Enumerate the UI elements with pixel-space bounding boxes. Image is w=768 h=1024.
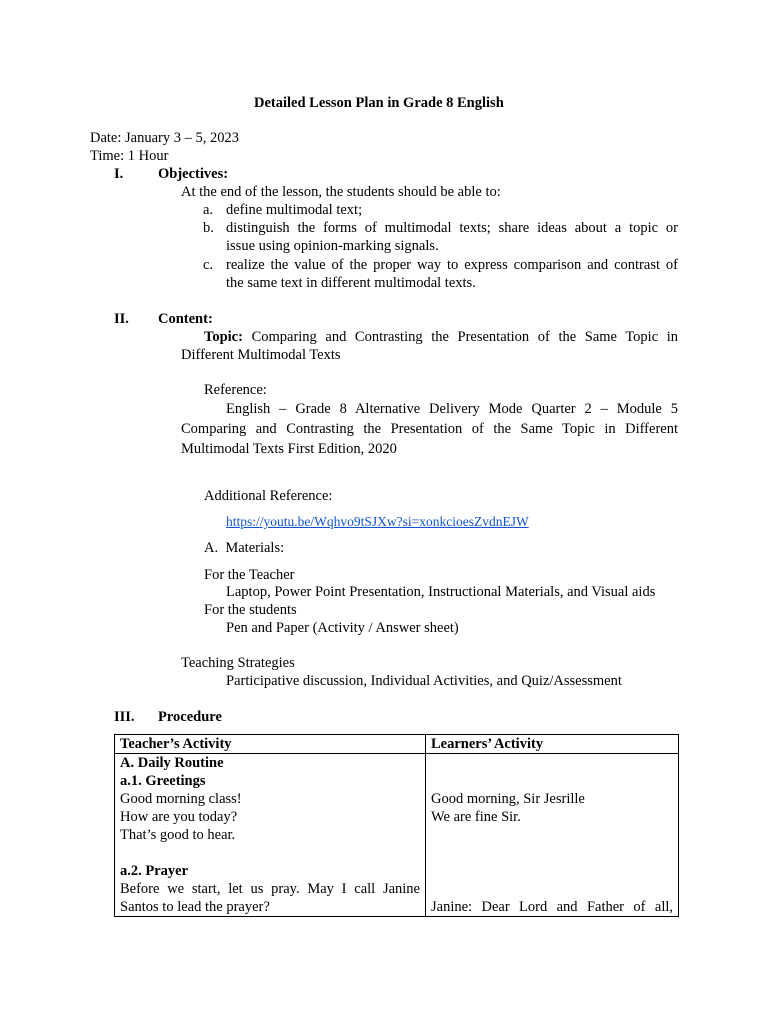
date-line: Date: January 3 – 5, 2023 [90,130,239,146]
prayer-line2: Santos to lead the prayer? [120,899,270,915]
procedure-numeral: III. [114,709,135,725]
objectives-heading: Objectives: [158,166,229,182]
objective-letter-c: c. [203,257,214,273]
objective-letter-a: a. [203,202,214,218]
procedure-heading: Procedure [158,709,222,725]
content-numeral: II. [114,311,129,327]
objectives-numeral: I. [114,166,124,182]
objectives-intro: At the end of the lesson, the students should be able to: [181,184,501,200]
reference-line3: Multimodal Texts First Edition, 2020 [181,441,397,457]
reference-line1: English – Grade 8 Alternative Delivery Mode Quarter 2 – Module 5 [226,401,678,417]
prayer-heading: a.2. Prayer [120,863,189,879]
teacher-activity-header: Teacher’s Activity [115,735,426,754]
teacher-activity-cell [115,754,426,917]
topic-line2: Different Multimodal Texts [181,347,341,363]
for-teacher-items: Laptop, Power Point Presentation, Instructional Materials, and Visual aids [226,584,656,600]
daily-routine-heading: A. Daily Routine [120,755,224,771]
for-teacher-label: For the Teacher [204,567,295,583]
strategies-label: Teaching Strategies [181,655,295,671]
objective-b-line1: distinguish the forms of multimodal texts; share ideas about a topic or [226,220,678,236]
time-line: Time: 1 Hour [90,148,169,164]
procedure-table-body [115,754,679,917]
topic-line1 [204,328,678,346]
materials-label: A. Materials: [204,540,285,556]
objective-a-text: define multimodal text; [226,202,363,218]
teacher-line: How are you today? [120,809,238,825]
topic-label: Topic: [204,329,243,345]
topic-text: Comparing and Contrasting the Presentation of the Same Topic in [251,329,679,345]
teacher-line: Good morning class! [120,791,242,807]
for-students-label: For the students [204,602,297,618]
learners-activity-header: Learners’ Activity [426,735,679,754]
strategies-items: Participative discussion, Individual Activities, and Quiz/Assessment [226,673,622,689]
additional-reference-label: Additional Reference: [204,488,333,504]
learners-activity-cell [426,754,679,917]
greetings-heading: a.1. Greetings [120,773,206,789]
teacher-line: That’s good to hear. [120,827,236,843]
prayer-line1: Before we start, let us pray. May I call Janine [120,881,420,897]
learner-line: Good morning, Sir Jesrille [431,791,585,807]
objective-b-line2: issue using opinion-marking signals. [226,238,439,254]
objective-c-line2: the same text in different multimodal texts. [226,275,476,291]
objective-letter-b: b. [203,220,214,236]
learner-line: We are fine Sir. [431,809,521,825]
objective-c-line1: realize the value of the proper way to express comparison and contrast of [226,257,678,273]
prayer-response: Janine: Dear Lord and Father of all, [431,899,673,915]
for-students-items: Pen and Paper (Activity / Answer sheet) [226,620,459,636]
content-heading: Content: [158,311,213,327]
procedure-table-header [115,735,679,754]
reference-label: Reference: [204,382,267,398]
document-title: Detailed Lesson Plan in Grade 8 English [254,95,504,111]
additional-reference-link[interactable]: https://youtu.be/Wqhvo9tSJXw?si=xonkcioesZvdnEJW [226,514,529,529]
procedure-table [114,734,679,917]
reference-line2: Comparing and Contrasting the Presentation of the Same Topic in Different [181,421,678,437]
